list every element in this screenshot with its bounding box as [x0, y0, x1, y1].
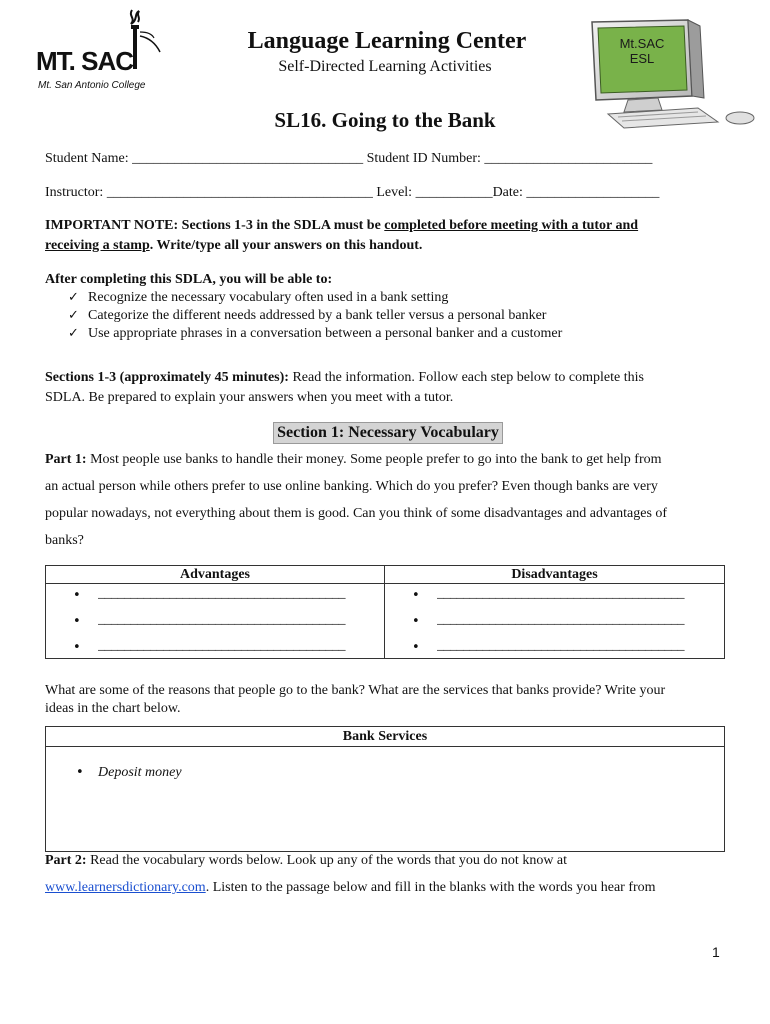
sections-intro-bold: Sections 1-3 (approximately 45 minutes): — [45, 370, 289, 385]
bullet: • — [412, 614, 420, 629]
disadvantages-cell[interactable] — [385, 584, 725, 659]
objectives-intro: After completing this SDLA, you will be able to: — [45, 272, 333, 287]
screen-line-1: Mt.SAC — [619, 36, 665, 51]
note-rest: . Write/type all your answers on this handout. — [149, 238, 423, 253]
logo-name: MT. SAC — [36, 46, 133, 76]
sections-intro-line-1 — [45, 370, 644, 386]
dictionary-link[interactable]: www.learnersdictionary.com — [45, 880, 206, 895]
answer-blank[interactable]: ______________________________________ — [437, 586, 684, 601]
bullet: • — [73, 588, 81, 603]
answer-blank[interactable]: ______________________________________ — [98, 586, 345, 601]
services-prompt-line-2: ideas in the chart below. — [45, 701, 181, 716]
bullet: • — [73, 640, 81, 655]
part2-text: Read the vocabulary words below. Look up any of the words that you do not know at — [86, 853, 568, 868]
document-title: SL16. Going to the Bank — [274, 108, 496, 132]
objective-item — [68, 290, 448, 306]
page-number: 1 — [712, 944, 720, 960]
advantages-header: Advantages — [46, 566, 385, 584]
part1-line-1 — [45, 452, 662, 468]
disadvantage-entry[interactable] — [385, 586, 724, 612]
part1-line-2: an actual person while others prefer to use online banking. Which do you prefer? Even though banks are very — [45, 479, 658, 494]
advantage-entry[interactable] — [46, 586, 384, 612]
page-title: Language Learning Center — [247, 28, 527, 54]
bullet: • — [73, 614, 81, 629]
objective-item — [68, 308, 546, 324]
screen-line-2: ESL — [629, 51, 655, 66]
sections-intro-text: Read the information. Follow each step below to complete this — [288, 370, 644, 385]
check-icon: ✓ — [68, 308, 79, 323]
advantages-cell[interactable] — [46, 584, 385, 659]
instructor-line[interactable]: Instructor: ______________________________________ Level: ___________Date: ___________________ — [45, 185, 660, 200]
advantage-entry[interactable] — [46, 612, 384, 638]
bullet: • — [412, 640, 420, 655]
bank-services-table[interactable] — [45, 726, 725, 852]
answer-blank[interactable]: ______________________________________ — [437, 612, 684, 627]
important-note-line-1 — [45, 218, 638, 234]
bank-service-text: Deposit money — [98, 765, 182, 780]
answer-blank[interactable]: ______________________________________ — [437, 638, 684, 653]
objective-text: Use appropriate phrases in a conversation between a personal banker and a customer — [88, 326, 563, 341]
answer-blank[interactable]: ______________________________________ — [98, 638, 345, 653]
bullet: • — [412, 588, 420, 603]
part2-line-2 — [45, 880, 656, 896]
advantages-table — [45, 565, 725, 659]
part2-label: Part 2: — [45, 853, 87, 868]
sections-intro-line-2: SDLA. Be prepared to explain your answers when you meet with a tutor. — [45, 390, 454, 405]
bullet: • — [76, 765, 84, 780]
page-subtitle: Self-Directed Learning Activities — [278, 58, 492, 75]
part2-line-1 — [45, 853, 567, 869]
advantage-entry[interactable] — [46, 638, 384, 658]
check-icon: ✓ — [68, 290, 79, 305]
disadvantage-entry[interactable] — [385, 638, 724, 658]
answer-blank[interactable]: ______________________________________ — [98, 612, 345, 627]
part1-line-4: banks? — [45, 533, 84, 548]
check-icon: ✓ — [68, 326, 79, 341]
section-heading — [0, 422, 770, 444]
objective-text: Recognize the necessary vocabulary often used in a bank setting — [88, 290, 449, 305]
logo-college-name: Mt. San Antonio College — [38, 80, 146, 91]
bank-service-item — [76, 765, 182, 781]
part1-line-3: popular nowadays, not everything about them is good. Can you think of some disadvantages and advantages of — [45, 506, 668, 521]
part1-label: Part 1: — [45, 452, 87, 467]
screen-label — [600, 36, 684, 66]
services-prompt-line-1: What are some of the reasons that people go to the bank? What are the services that banks provide? Write your — [45, 683, 666, 698]
student-name-line[interactable]: Student Name: _________________________________ Student ID Number: ________________________ — [45, 151, 653, 166]
part2-text-2: . Listen to the passage below and fill in the blanks with the words you hear from — [205, 880, 656, 895]
bank-services-header: Bank Services — [46, 727, 724, 747]
important-note-line-2 — [45, 238, 422, 254]
note-label: IMPORTANT NOTE: Sections 1-3 in the SDLA must be — [45, 218, 385, 233]
objective-item — [68, 326, 562, 342]
objective-text: Categorize the different needs addressed by a bank teller versus a personal banker — [88, 308, 547, 323]
section-heading-text: Section 1: Necessary Vocabulary — [273, 422, 503, 444]
disadvantages-header: Disadvantages — [385, 566, 725, 584]
part1-text: Most people use banks to handle their money. Some people prefer to go into the bank to get help from — [86, 452, 662, 467]
note-underlined-2: receiving a stamp — [45, 238, 150, 253]
disadvantage-entry[interactable] — [385, 612, 724, 638]
note-underlined: completed before meeting with a tutor and — [384, 218, 639, 233]
